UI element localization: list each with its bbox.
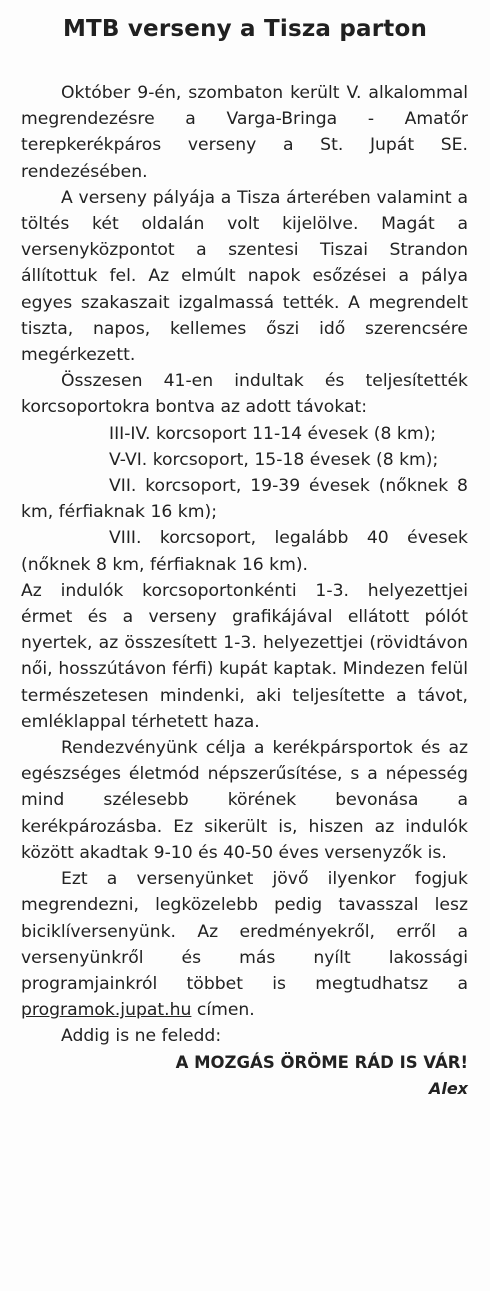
- category-line-7: VII. korcsoport, 19-39 évesek (nőknek 8 km, férfiaknak 16 km);: [21, 476, 468, 523]
- paragraph-participants: Összesen 41-en indultak és teljesítették korcsoportokra bontva az adott távokat:: [21, 371, 468, 418]
- paragraph-intro: Október 9-én, szombaton került V. alkalommal megrendezésre a Varga-Bringa - Amatőr terepkerékpáros verseny a St. Jupát SE. rendezésében.: [21, 83, 468, 182]
- paragraph-goal: Rendezvényünk célja a kerékpársportok és az egészséges életmód népszerűsítése, s a népesség mind szélesebb körének bevonása a kerékpározásba. Ez sikerült is, hiszen az indulók között akadtak 9-10 és 40-50 éves versenyzők is.: [21, 738, 468, 863]
- programs-link[interactable]: programok.jupat.hu: [21, 1000, 192, 1021]
- closing-slogan: A MOZGÁS ÖRÖME RÁD IS VÁR!: [175, 1052, 468, 1072]
- category-line-5-6: V-VI. korcsoport, 15-18 évesek (8 km);: [109, 449, 439, 470]
- category-line-3-4: III-IV. korcsoport 11-14 évesek (8 km);: [109, 423, 437, 444]
- author-signature: Alex: [428, 1078, 468, 1098]
- paragraph-reminder: Addig is ne feledd:: [61, 1026, 222, 1047]
- paragraph-course: A verseny pályája a Tisza árterében valamint a töltés két oldalán volt kijelölve. Magát a versenyközpontot a szentesi Tiszai Strandon állítottuk fel. Az elmúlt napok esőzései a pálya egyes szakaszait izgalmassá tették. A megrendelt tiszta, napos, kellemes őszi idő szerencsére megérkezett.: [21, 187, 468, 366]
- paragraph-prizes: Az indulók korcsoportonkénti 1-3. helyezettjei érmet és a verseny grafikájával ellátott pólót nyertek, az összesített 1-3. helyezettjei (rövidtávon női, hosszútávon férfi) kupát kaptak. Mindezen felül természetesen mindenki, aki teljesítette a távot, emléklappal térhetett haza.: [21, 580, 468, 732]
- next-event-text: Ezt a versenyünket jövő ilyenkor fogjuk megrendezni, legközelebb pedig tavasszal lesz biciklíversenyünk. Az eredményekről, erről a versenyünkről és más nyílt lakossági programjainkról többet is megtudhatsz a: [21, 869, 468, 994]
- article-body: [21, 80, 468, 1102]
- article-title: MTB verseny a Tisza parton: [62, 16, 428, 42]
- next-event-tail: címen.: [196, 1000, 255, 1021]
- paragraph-next-event: [21, 866, 468, 1023]
- category-line-8: VIII. korcsoport, legalább 40 évesek (nőknek 8 km, férfiaknak 16 km).: [21, 528, 468, 575]
